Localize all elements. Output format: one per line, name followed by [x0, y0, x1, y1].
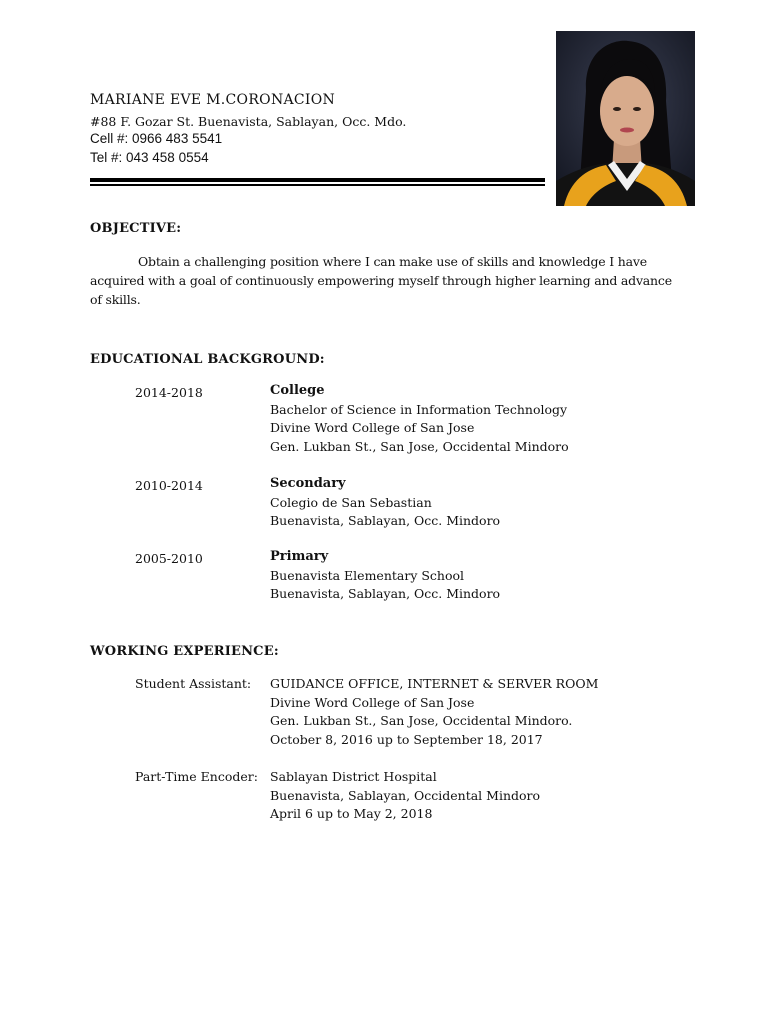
applicant-address: #88 F. Gozar St. Buenavista, Sablayan, Occ. Mdo.: [90, 114, 407, 129]
header-divider-thick: [90, 178, 545, 182]
work-detail-line: Gen. Lukban St., San Jose, Occidental Mindoro.: [270, 713, 573, 728]
education-detail-line: Gen. Lukban St., San Jose, Occidental Mindoro: [270, 438, 569, 454]
education-level: Secondary: [270, 476, 346, 491]
education-entry-primary: [270, 548, 500, 604]
education-detail-line: Divine Word College of San Jose: [270, 420, 475, 435]
work-detail-line: Divine Word College of San Jose: [270, 694, 475, 710]
education-entry-college: [270, 382, 569, 456]
applicant-tel-number: Tel #: 043 458 0554: [90, 150, 209, 165]
education-years-primary: 2005-2010: [135, 551, 203, 566]
work-experience-heading: WORKING EXPERIENCE:: [90, 644, 279, 659]
applicant-cell-number: Cell #: 0966 483 5541: [90, 131, 223, 146]
work-detail-line: April 6 up to May 2, 2018: [270, 806, 433, 821]
education-detail-line: Buenavista, Sablayan, Occ. Mindoro: [270, 586, 501, 601]
education-heading: EDUCATIONAL BACKGROUND:: [90, 352, 325, 367]
education-detail-line: Buenavista Elementary School: [270, 567, 465, 583]
education-detail-line: Colegio de San Sebastian: [270, 494, 432, 510]
education-level: College: [270, 383, 325, 398]
objective-text: Obtain a challenging position where I can make use of skills and knowledge I have acquired with a goal of continuously empowering myself through higher learning and advance of skills.: [90, 254, 672, 307]
education-years-secondary: 2010-2014: [135, 478, 203, 493]
education-level: Primary: [270, 549, 329, 564]
applicant-name: MARIANE EVE M.CORONACION: [90, 92, 336, 108]
header-divider-thin: [90, 184, 545, 186]
work-role-student-assistant: Student Assistant:: [135, 676, 252, 691]
work-entry-part-time-encoder: [270, 768, 540, 824]
work-detail-line: October 8, 2016 up to September 18, 2017: [270, 731, 543, 747]
education-detail-line: Buenavista, Sablayan, Occ. Mindoro: [270, 513, 501, 528]
objective-heading: OBJECTIVE:: [90, 221, 182, 236]
education-years-college: 2014-2018: [135, 385, 203, 400]
work-detail-line: Buenavista, Sablayan, Occidental Mindoro: [270, 787, 541, 803]
education-detail-line: Bachelor of Science in Information Technology: [270, 401, 568, 417]
work-entry-student-assistant: [270, 675, 598, 749]
work-role-part-time-encoder: Part-Time Encoder:: [135, 769, 258, 784]
education-entry-secondary: [270, 475, 500, 531]
work-detail-line: GUIDANCE OFFICE, INTERNET & SERVER ROOM: [270, 676, 599, 691]
work-detail-line: Sablayan District Hospital: [270, 769, 437, 784]
applicant-photo: [556, 31, 695, 206]
